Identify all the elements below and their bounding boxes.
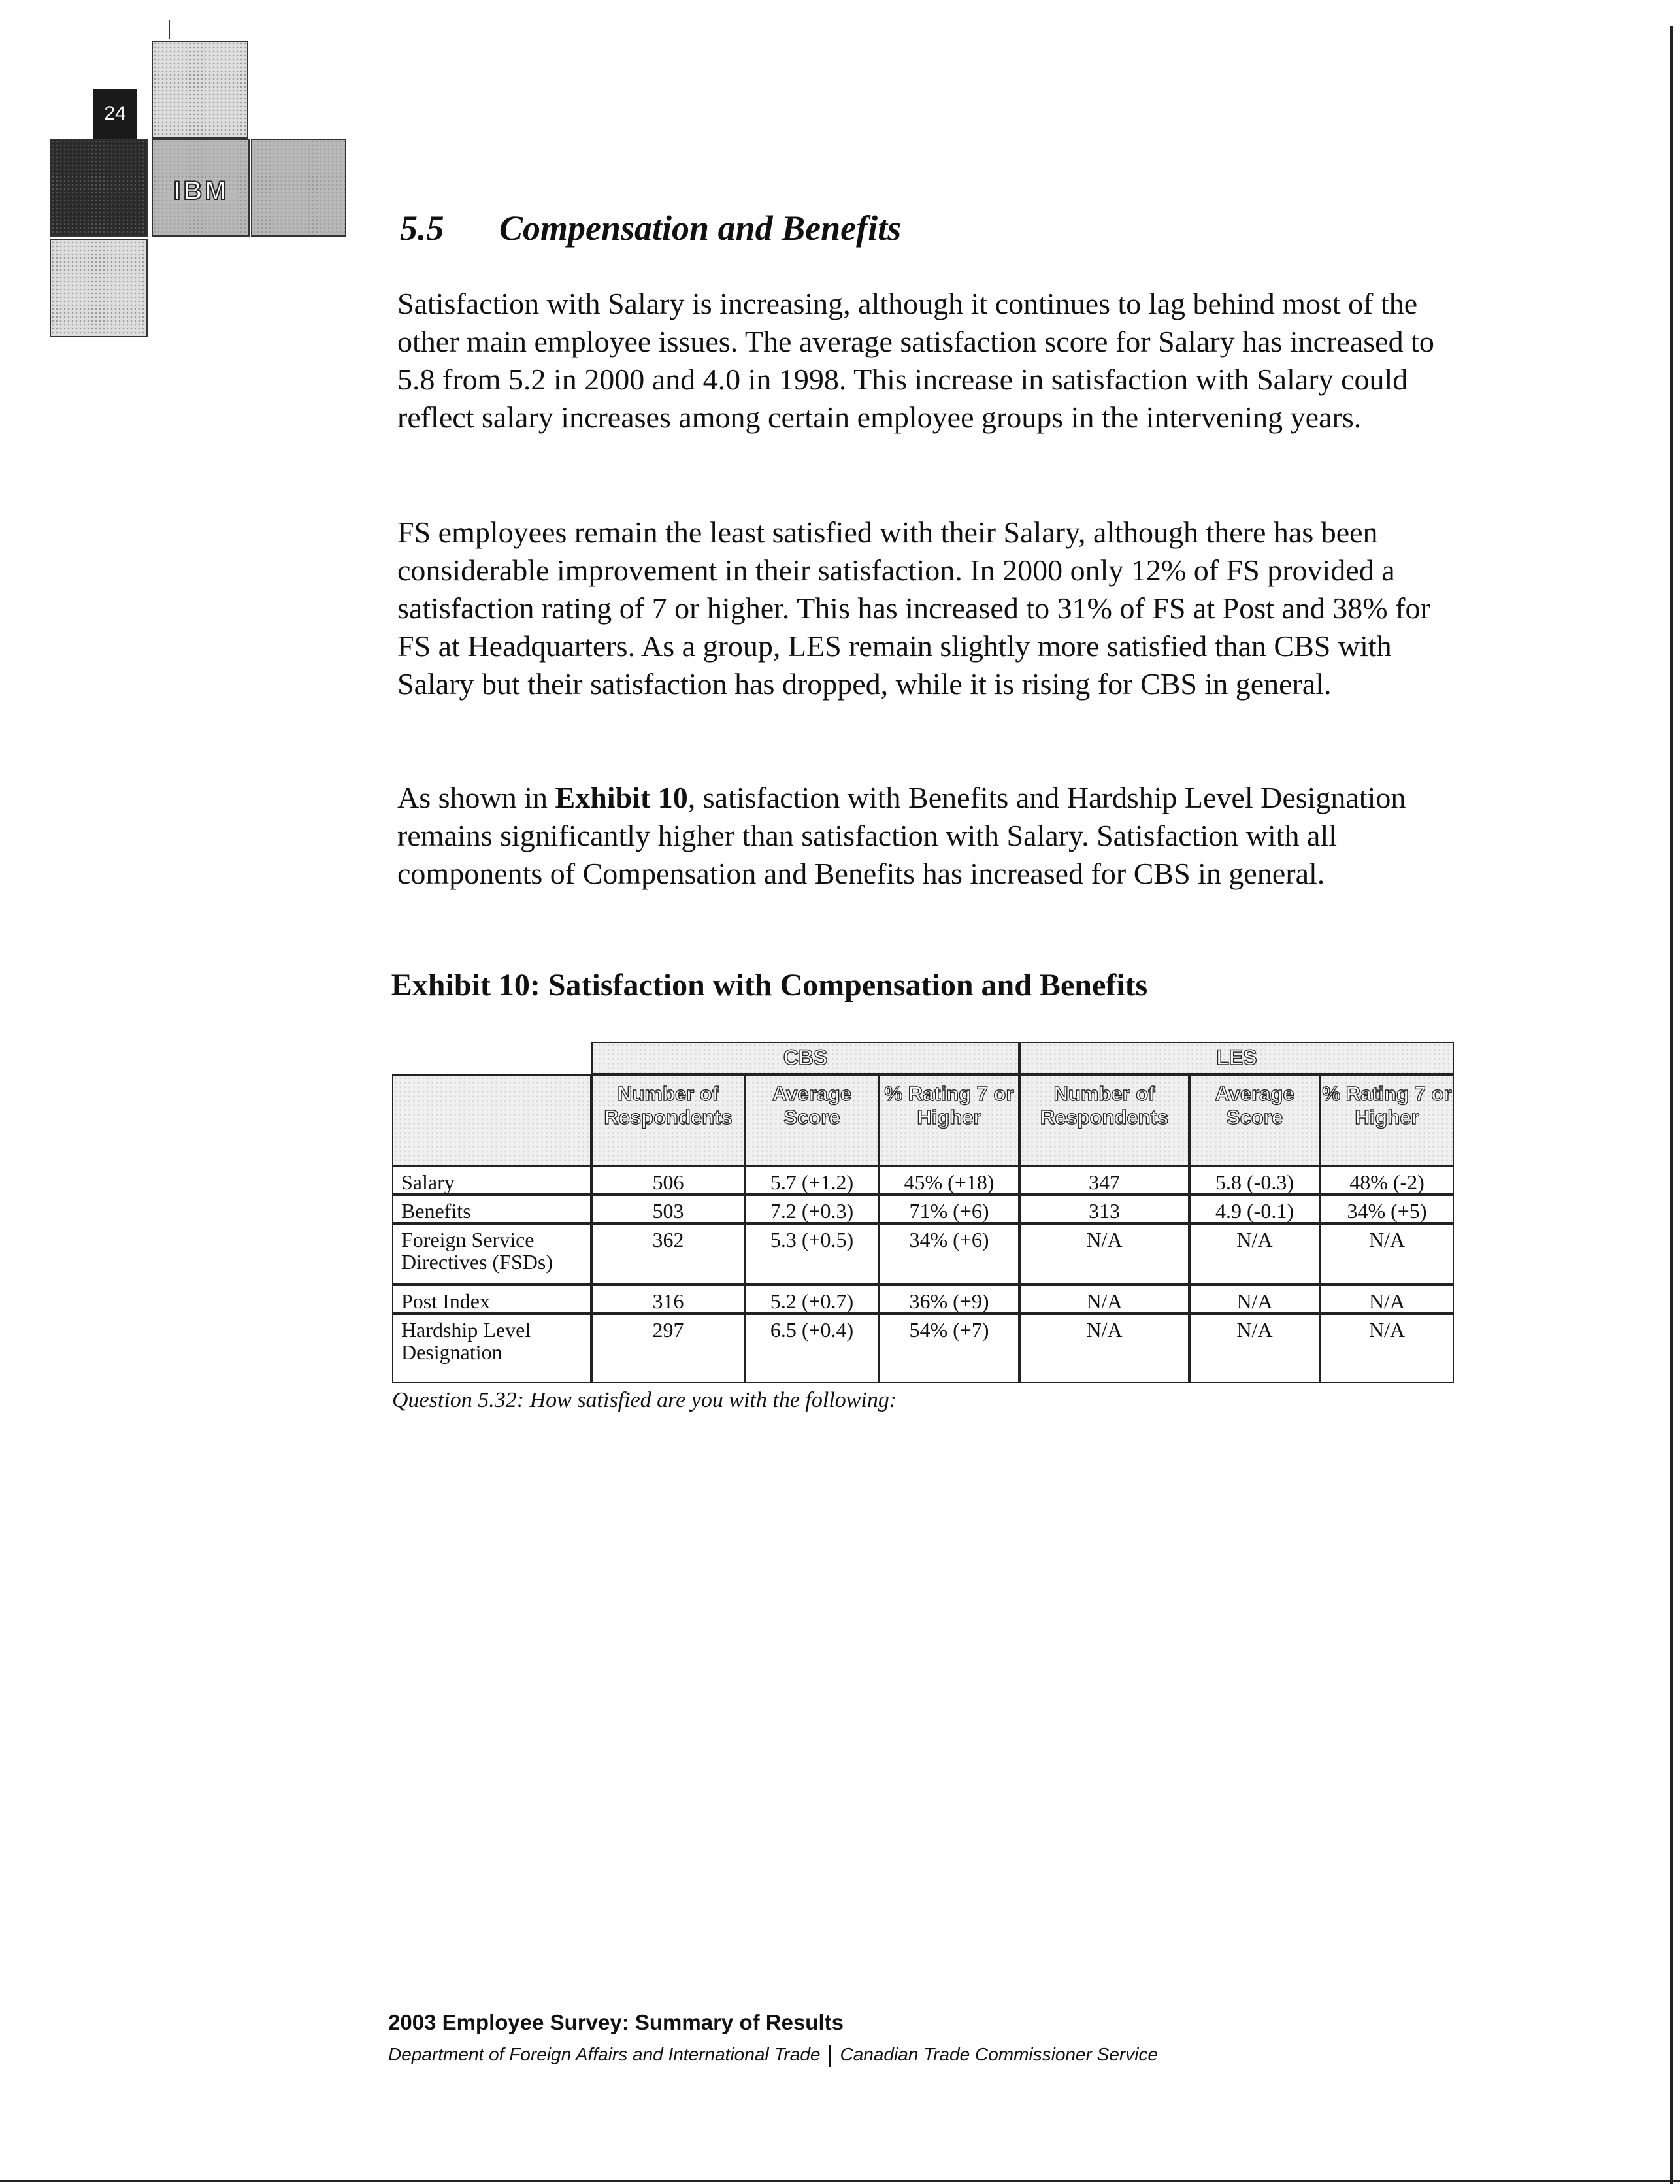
paragraph-2: FS employees remain the least satisfied with their Salary, although there has been considerable improvement in their satisfaction. In 2000 only 12% of FS provided a satisfaction rating of 7 or higher. This has increased to 31% of FS at Post and 38% for FS at Headquarters. As a group, LES remain slightly more satisfied than CBS with Salary but their satisfaction has dropped, while it is rising for CBS in general. [397,516,1430,701]
paragraph-3 [397,779,1456,893]
table-cell: N/A [1189,1314,1320,1383]
table-cell: N/A [1320,1223,1454,1285]
logo-tile-right [251,139,346,237]
table-row-label: Hardship Level Designation [392,1314,591,1383]
paragraph-3-start: As shown in [397,781,555,814]
table-column-header: % Rating 7 or Higher [1320,1074,1454,1166]
table-cell: 362 [591,1223,745,1285]
scan-edge-right [1670,26,1673,2184]
section-heading [400,208,901,248]
table-cell: N/A [1019,1285,1189,1314]
exhibit-reference: Exhibit 10 [555,781,688,814]
table-column-header: Average Score [1189,1074,1320,1166]
table-cell: 71% (+6) [879,1195,1019,1223]
logo-tick [169,20,170,39]
ibm-logo-block [0,0,366,353]
table-cell: 503 [591,1195,745,1223]
logo-tile-top [152,41,248,139]
table-cell: N/A [1320,1285,1454,1314]
table-cell: 7.2 (+0.3) [745,1195,879,1223]
footer-department: Department of Foreign Affairs and International Trade [388,2044,821,2064]
table-cell: 4.9 (-0.1) [1189,1195,1320,1223]
ibm-logo-text: IBM [167,176,235,205]
table-column-header: % Rating 7 or Higher [879,1074,1019,1166]
table-cell: 347 [1019,1166,1189,1195]
scan-edge-bottom [0,2180,1680,2182]
table-group-les: LES [1019,1042,1454,1074]
table-cell: 297 [591,1314,745,1383]
table-cell: N/A [1320,1314,1454,1383]
table-cell: 5.3 (+0.5) [745,1223,879,1285]
table-group-cbs: CBS [591,1042,1019,1074]
footer-subtitle [388,2044,1158,2067]
table-row-label: Benefits [392,1195,591,1223]
logo-tile-bottom [50,239,148,337]
table-cell: N/A [1019,1314,1189,1383]
table-cell: 34% (+5) [1320,1195,1454,1223]
paragraph-3-rest: , satisfaction with Benefits and Hardship Level Designation remains significantly higher than satisfaction with Salary. Satisfaction with all components of Compensation and Benefits has increased for CBS in general. [397,781,1406,890]
footer-separator [829,2045,831,2067]
paragraph-1: Satisfaction with Salary is increasing, although it continues to lag behind most of the other main employee issues. The average satisfaction score for Salary has increased to 5.8 from 5.2 in 2000 and 4.0 in 1998. This increase in satisfaction with Salary could reflect salary increases among certain employee groups in the intervening years. [397,287,1434,434]
section-title: Compensation and Benefits [499,208,902,248]
page-number: 24 [93,89,137,139]
table-corner-cell [392,1074,591,1166]
exhibit-table [392,1042,1454,1383]
table-cell: 36% (+9) [879,1285,1019,1314]
footer-service: Canadian Trade Commissioner Service [840,2044,1159,2064]
section-number: 5.5 [400,208,444,248]
table-column-header: Average Score [745,1074,879,1166]
table-cell: N/A [1189,1223,1320,1285]
table-row-label: Salary [392,1166,591,1195]
table-cell: 506 [591,1166,745,1195]
table-cell: 48% (-2) [1320,1166,1454,1195]
table-cell: 34% (+6) [879,1223,1019,1285]
logo-tile-dark [50,139,148,237]
table-cell: 316 [591,1285,745,1314]
table-row-label: Post Index [392,1285,591,1314]
table-column-header: Number of Respondents [1019,1074,1189,1166]
table-caption: Question 5.32: How satisfied are you with the following: [392,1388,897,1412]
table-cell: 5.2 (+0.7) [745,1285,879,1314]
table-cell: N/A [1019,1223,1189,1285]
table-cell: N/A [1189,1285,1320,1314]
footer-title: 2003 Employee Survey: Summary of Results [388,2010,844,2034]
table-row-label: Foreign Service Directives (FSDs) [392,1223,591,1285]
table-cell: 313 [1019,1195,1189,1223]
table-cell: 6.5 (+0.4) [745,1314,879,1383]
table-cell: 5.8 (-0.3) [1189,1166,1320,1195]
table-column-header: Number of Respondents [591,1074,745,1166]
table-cell: 5.7 (+1.2) [745,1166,879,1195]
exhibit-title: Exhibit 10: Satisfaction with Compensation and Benefits [391,968,1148,1002]
table-cell: 54% (+7) [879,1314,1019,1383]
table-cell: 45% (+18) [879,1166,1019,1195]
